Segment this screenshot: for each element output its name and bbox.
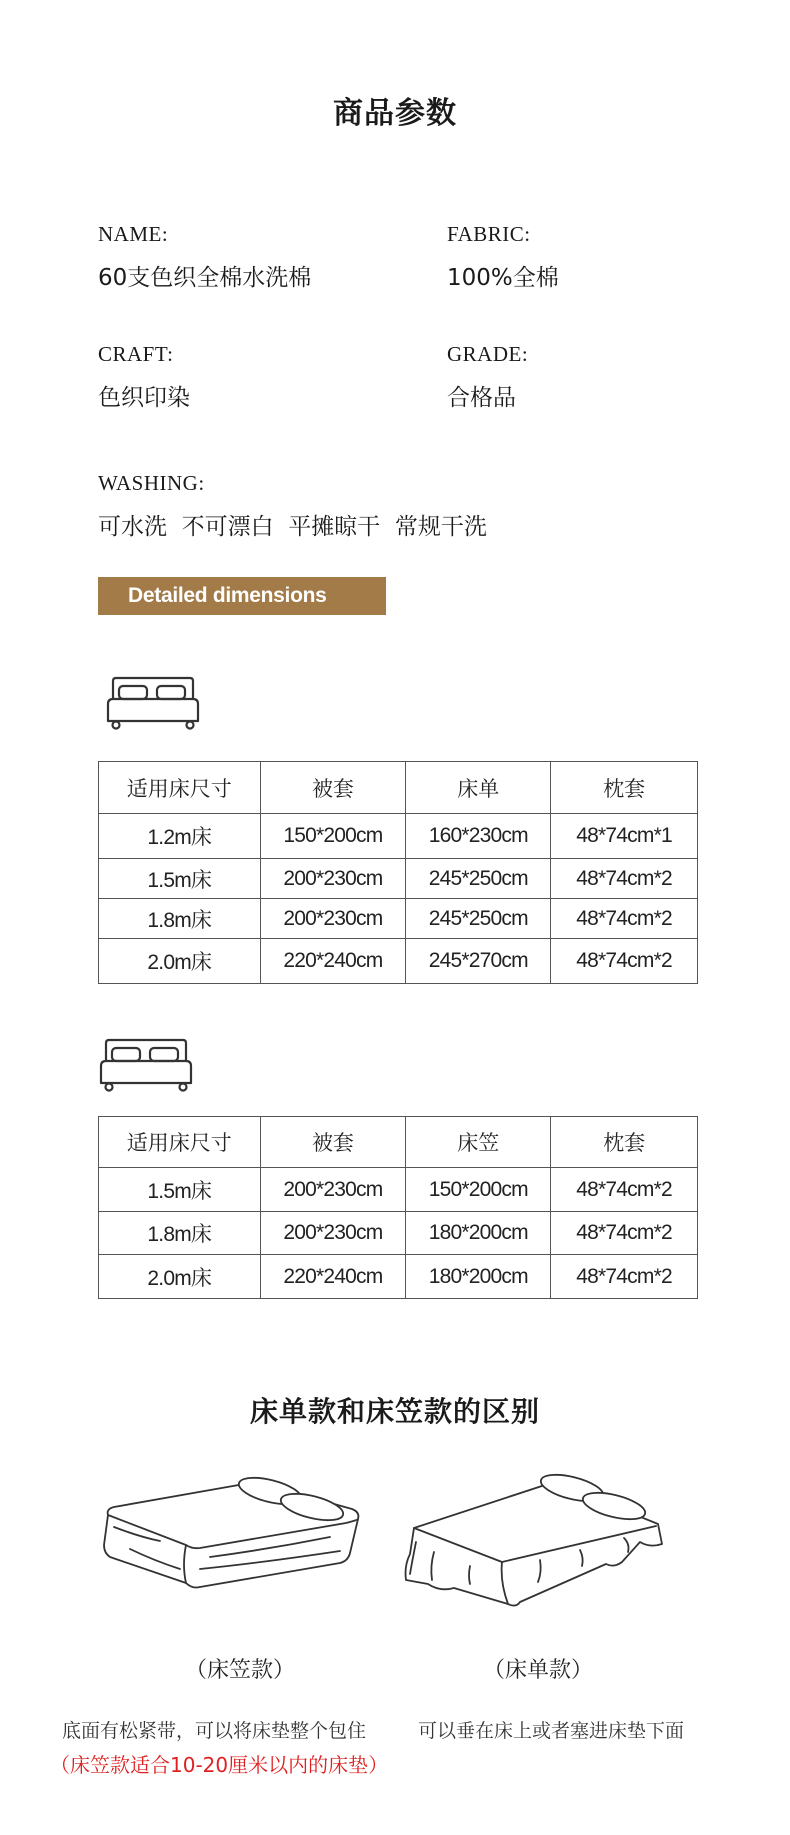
param-fabric [447,222,559,292]
table-cell: 48*74cm*2 [551,1212,698,1255]
table-cell: 200*230cm [260,859,406,899]
dimensions-banner: Detailed dimensions [98,577,386,615]
table-row [99,899,698,939]
param-craft-label: CRAFT: [98,342,174,366]
param-washing [98,471,487,541]
table-cell: 180*200cm [406,1212,551,1255]
table-cell: 220*240cm [260,939,406,984]
flat-caption: （床单款） [482,1658,593,1683]
table-cell: 245*250cm [406,899,551,939]
param-fabric-label: FABRIC: [447,222,531,246]
table-cell: 180*200cm [406,1255,551,1299]
table-cell: 1.5m床 [99,859,261,899]
table-header-cell: 床单 [406,762,551,814]
table-row [99,939,698,984]
table-header-cell: 被套 [260,762,406,814]
table-cell: 48*74cm*2 [551,1255,698,1299]
table-header-cell: 枕套 [551,762,698,814]
table-cell: 48*74cm*2 [551,899,698,939]
table-cell: 220*240cm [260,1255,406,1299]
table-cell: 1.5m床 [99,1168,261,1212]
table-row [99,1212,698,1255]
table-cell: 150*200cm [260,814,406,859]
table-cell: 1.8m床 [99,1212,261,1255]
table-cell: 48*74cm*2 [551,859,698,899]
param-fabric-value: 100%全棉 [447,265,559,291]
table-cell: 200*230cm [260,1212,406,1255]
fitted-note: （床笠款适合10-20厘米以内的床垫） [50,1753,389,1777]
dimensions-table-flat [98,761,698,984]
table-cell: 1.8m床 [99,899,261,939]
table-cell: 200*230cm [260,899,406,939]
param-grade-value: 合格品 [447,385,516,411]
table-cell: 150*200cm [406,1168,551,1212]
table-cell: 1.2m床 [99,814,261,859]
bed-icon [98,1037,194,1093]
fitted-description: 底面有松紧带，可以将床垫整个包住 [62,1720,367,1742]
param-washing-value: 可水洗 不可漂白 平摊晾干 常规干洗 [98,514,487,540]
table-cell: 245*250cm [406,859,551,899]
table-header-row [99,762,698,814]
compare-title: 床单款和床笠款的区别 [249,1395,540,1428]
table-header-cell: 床笠 [406,1117,551,1168]
fitted-caption: （床笠款） [184,1658,295,1683]
page-title: 商品参数 [333,96,457,131]
flat-description: 可以垂在床上或者塞进床垫下面 [418,1720,685,1742]
param-name-value: 60支色织全棉水洗棉 [98,265,312,291]
param-craft [98,342,190,412]
table-row [99,1255,698,1299]
table-cell: 48*74cm*1 [551,814,698,859]
table-cell: 200*230cm [260,1168,406,1212]
flat-sheet-illustration [400,1462,670,1612]
dimensions-table-fitted [98,1116,698,1299]
table-cell: 48*74cm*2 [551,939,698,984]
table-cell: 245*270cm [406,939,551,984]
param-grade-label: GRADE: [447,342,529,366]
fitted-sheet-illustration [100,1465,365,1605]
param-craft-value: 色织印染 [98,385,190,411]
table-row [99,1168,698,1212]
param-name [98,222,311,292]
table-header-cell: 适用床尺寸 [99,1117,261,1168]
table-row [99,814,698,859]
table-cell: 2.0m床 [99,939,261,984]
param-washing-label: WASHING: [98,471,205,495]
table-header-cell: 适用床尺寸 [99,762,261,814]
table-header-cell: 被套 [260,1117,406,1168]
bed-icon [105,675,201,731]
param-name-label: NAME: [98,222,169,246]
table-header-row [99,1117,698,1168]
table-cell: 48*74cm*2 [551,1168,698,1212]
table-cell: 2.0m床 [99,1255,261,1299]
table-header-cell: 枕套 [551,1117,698,1168]
table-row [99,859,698,899]
param-grade [447,342,528,412]
table-cell: 160*230cm [406,814,551,859]
